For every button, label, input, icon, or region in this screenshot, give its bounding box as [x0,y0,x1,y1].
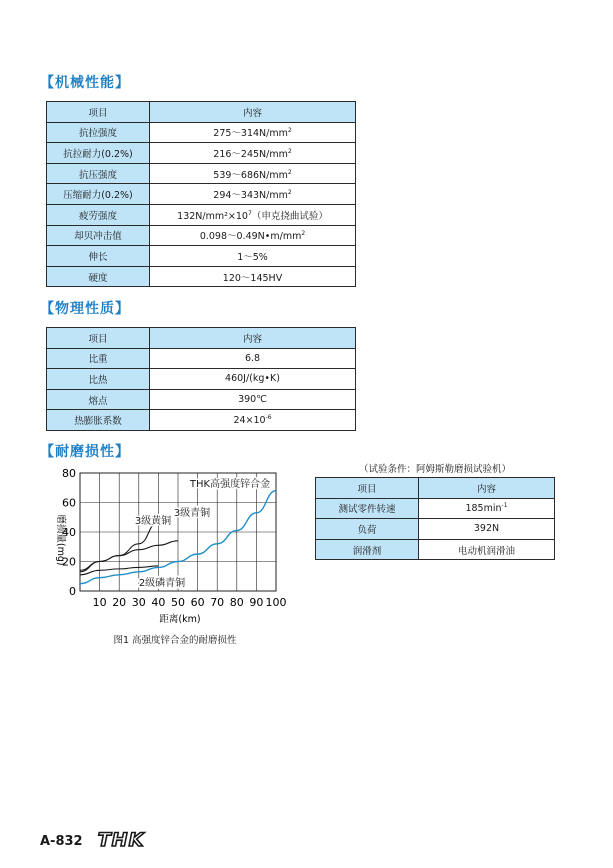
table-row [316,498,555,519]
row-value: $24\times 10^{-6}$ [150,410,356,431]
x-tick-label: 60 [190,596,205,609]
row-value: $294\sim 343N/mm^2$ [150,184,356,205]
table-row [47,389,356,410]
y-tick-label: 60 [62,496,76,510]
y-tick-label: 40 [62,526,76,539]
row-item: 热膨胀系数 [47,410,150,431]
table-row [47,184,356,205]
row-value: 392N [419,519,555,540]
x-tick-label: 100 [265,596,287,609]
row-value: 6.8 [150,348,356,369]
x-tick-label: 30 [131,596,146,609]
page-number: A-832 [40,834,83,849]
row-item: 压缩耐力(0.2%) [47,184,150,205]
row-item: 疲劳强度 [47,204,150,225]
row-value: $275\sim 314N/mm^2$ [150,122,356,143]
logo-text: THK [97,829,145,849]
table-row [316,539,555,560]
row-item: 熔点 [47,389,150,410]
x-tick-label: 50 [171,596,185,609]
row-value: $185\min^{-1}$ [419,498,555,519]
table-header-item: 项目 [47,102,150,123]
x-tick-label: 90 [249,596,264,609]
table-row [47,348,356,369]
row-item: 抗拉耐力(0.2%) [47,143,150,164]
row-item: 测试零件转速 [316,498,419,519]
row-item: 伸长 [47,246,150,267]
table-header-item: 项目 [47,328,150,349]
row-item: 比重 [47,348,150,369]
row-value: $539\sim 686N/mm^2$ [150,163,356,184]
table-row [47,204,356,225]
series-label: 3级黄铜 [134,516,172,527]
table-row [47,225,356,246]
row-value: 460J/(kg•K) [150,369,356,390]
row-value: $0.098\sim 0.49N•m/mm^2$ [150,225,356,246]
chart-caption: 图1 高强度锌合金的耐磨损性 [113,635,237,646]
row-item: 比热 [47,369,150,390]
thk-logo [90,829,152,849]
row-value: 1～5% [150,246,356,267]
section-title-mechanical: 【机械性能】 [40,75,130,91]
x-tick-label: 40 [151,596,166,609]
series-label: THK高强度锌合金 [189,479,271,490]
row-item: 润滑剂 [316,539,419,560]
table-row [47,143,356,164]
section-title-wear: 【耐磨损性】 [40,444,130,460]
x-tick-label: 80 [229,596,244,609]
x-tick-label: 20 [112,596,127,609]
row-item: 抗拉强度 [47,122,150,143]
table-header-item: 项目 [316,478,419,499]
row-value: $132N/mm^2\times 10^7$（申克挠曲试验） [150,204,356,225]
y-tick-label: 80 [62,467,76,480]
row-value: 120～145HV [150,266,356,287]
table-row [47,246,356,267]
section-title-physical: 【物理性质】 [40,301,130,317]
table-header-content: 内容 [150,328,356,349]
table-row [47,266,356,287]
x-tick-label: 10 [92,596,107,609]
y-tick-label: 0 [69,585,76,598]
x-axis-label: 距离(km) [159,614,201,625]
table-row [47,163,356,184]
row-value: 390℃ [150,389,356,410]
wear-chart [0,462,320,632]
x-tick-label: 70 [210,596,225,609]
table-header-content: 内容 [419,478,555,499]
row-item: 却贝冲击值 [47,225,150,246]
row-item: 抗压强度 [47,163,150,184]
series-label: 2级磷青铜 [138,578,186,589]
physical-properties-table [46,327,356,431]
row-value: $216\sim 245N/mm^2$ [150,143,356,164]
table-row [47,410,356,431]
row-item: 负荷 [316,519,419,540]
y-tick-label: 20 [62,555,76,569]
row-item: 硬度 [47,266,150,287]
series-label: 3级青铜 [173,508,211,519]
table-row [316,519,555,540]
test-conditions: （试验条件：阿姆斯勒磨损试验机） [358,464,511,475]
table-header-content: 内容 [150,102,356,123]
test-conditions-table [315,477,555,560]
mechanical-properties-table [46,101,356,287]
table-row [47,122,356,143]
table-row [47,369,356,390]
y-axis-label: 磨损量(mg) [55,514,66,566]
row-value: 电动机润滑油 [419,539,555,560]
